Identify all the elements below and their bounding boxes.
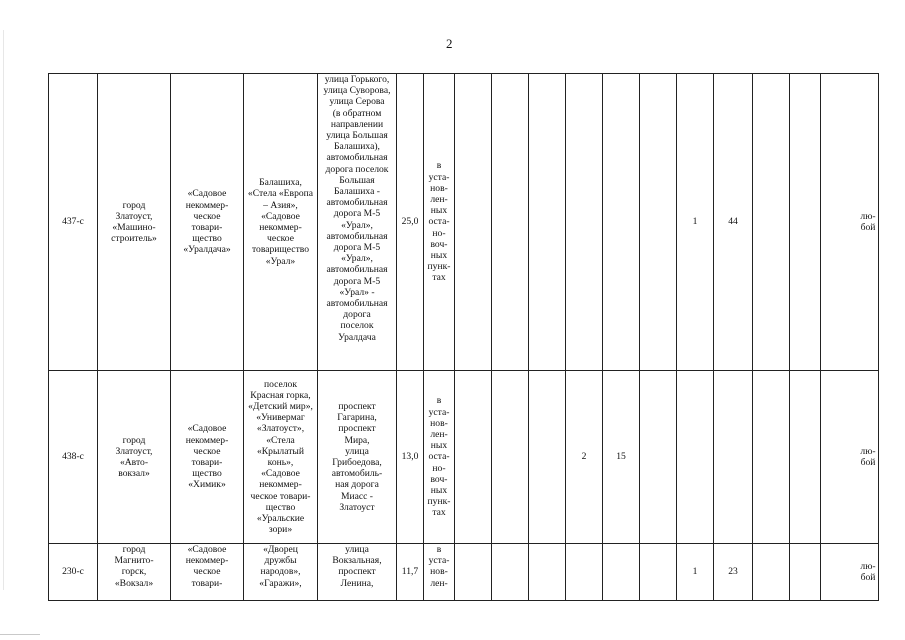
bus-count-cell: 2 — [566, 371, 603, 544]
empty-cell — [566, 74, 603, 371]
intermediate-stops-cell: Балашиха, «Стела «Европа – Азия», «Садовое некоммер- ческое товарищество «Урал» — [244, 74, 318, 371]
bus-capacity-cell: 15 — [603, 371, 640, 544]
reg-number-cell: 437-с — [49, 74, 98, 371]
empty-cell — [492, 371, 529, 544]
empty-cell — [753, 74, 790, 371]
page-number: 2 — [446, 36, 453, 51]
empty-cell — [677, 371, 714, 544]
empty-cell — [529, 371, 566, 544]
empty-cell — [790, 544, 821, 601]
scan-artifact-bottom — [0, 634, 40, 635]
empty-cell — [566, 544, 603, 601]
empty-cell — [753, 371, 790, 544]
route-name-cell: город Магнито- горск, «Вокзал» — [98, 544, 171, 601]
streets-cell: улица Горького, улица Суворова, улица Серова (в обратном направлении улица Большая Балашиха), автомобильная дорога поселок Большая Балашиха - автомобильная дорога М-5 «Урал», автомобильная дорога М-5 «Урал», автомобильная дорога М-5 «Урал» - автомобильная дорога поселок Уралдача — [318, 74, 397, 371]
routes-register-table — [48, 73, 879, 601]
schedule-cell: лю- бой — [821, 544, 879, 601]
boarding-order-cell: в уста- нов- лен- ных оста- но- воч- ных пунк- тах — [424, 74, 455, 371]
empty-cell — [492, 544, 529, 601]
schedule-cell: лю- бой — [821, 74, 879, 371]
empty-cell — [529, 74, 566, 371]
intermediate-stops-cell: «Дворец дружбы народов», «Гаражи», — [244, 544, 318, 601]
streets-cell: проспект Гагарина, проспект Мира, улица Грибоедова, автомобиль- ная дорога Миасс - Златоуст — [318, 371, 397, 544]
route-name-cell: город Златоуст, «Машино- строитель» — [98, 74, 171, 371]
bus-capacity-cell: 23 — [714, 544, 753, 601]
start-stop-cell: «Садовое некоммер- ческое товари- щество «Химик» — [171, 371, 244, 544]
bus-count-cell: 1 — [677, 74, 714, 371]
empty-cell — [790, 74, 821, 371]
empty-cell — [640, 371, 677, 544]
empty-cell — [492, 74, 529, 371]
reg-number-cell: 438-с — [49, 371, 98, 544]
empty-cell — [603, 544, 640, 601]
boarding-order-cell: в уста- нов- лен- ных оста- но- воч- ных пунк- тах — [424, 371, 455, 544]
empty-cell — [753, 544, 790, 601]
empty-cell — [640, 544, 677, 601]
table-row — [49, 371, 879, 544]
scan-artifact-left — [3, 30, 4, 590]
length-cell: 13,0 — [397, 371, 424, 544]
table-row — [49, 74, 879, 371]
table-row — [49, 544, 879, 601]
bus-capacity-cell: 44 — [714, 74, 753, 371]
empty-cell — [455, 371, 492, 544]
empty-cell — [455, 544, 492, 601]
intermediate-stops-cell: поселок Красная горка, «Детский мир», «Универмаг «Златоуст», «Стела «Крылатый конь», «Садовое некоммер- ческое товари- щество «Уральские зори» — [244, 371, 318, 544]
empty-cell — [529, 544, 566, 601]
empty-cell — [455, 74, 492, 371]
start-stop-cell: «Садовое некоммер- ческое товари- — [171, 544, 244, 601]
reg-number-cell: 230-с — [49, 544, 98, 601]
empty-cell — [714, 371, 753, 544]
schedule-cell: лю- бой — [821, 371, 879, 544]
boarding-order-cell: в уста- нов- лен- — [424, 544, 455, 601]
length-cell: 25,0 — [397, 74, 424, 371]
start-stop-cell: «Садовое некоммер- ческое товари- щество «Уралдача» — [171, 74, 244, 371]
streets-cell: улица Вокзальная, проспект Ленина, — [318, 544, 397, 601]
empty-cell — [603, 74, 640, 371]
empty-cell — [790, 371, 821, 544]
length-cell: 11,7 — [397, 544, 424, 601]
route-name-cell: город Златоуст, «Авто- вокзал» — [98, 371, 171, 544]
empty-cell — [640, 74, 677, 371]
bus-count-cell: 1 — [677, 544, 714, 601]
